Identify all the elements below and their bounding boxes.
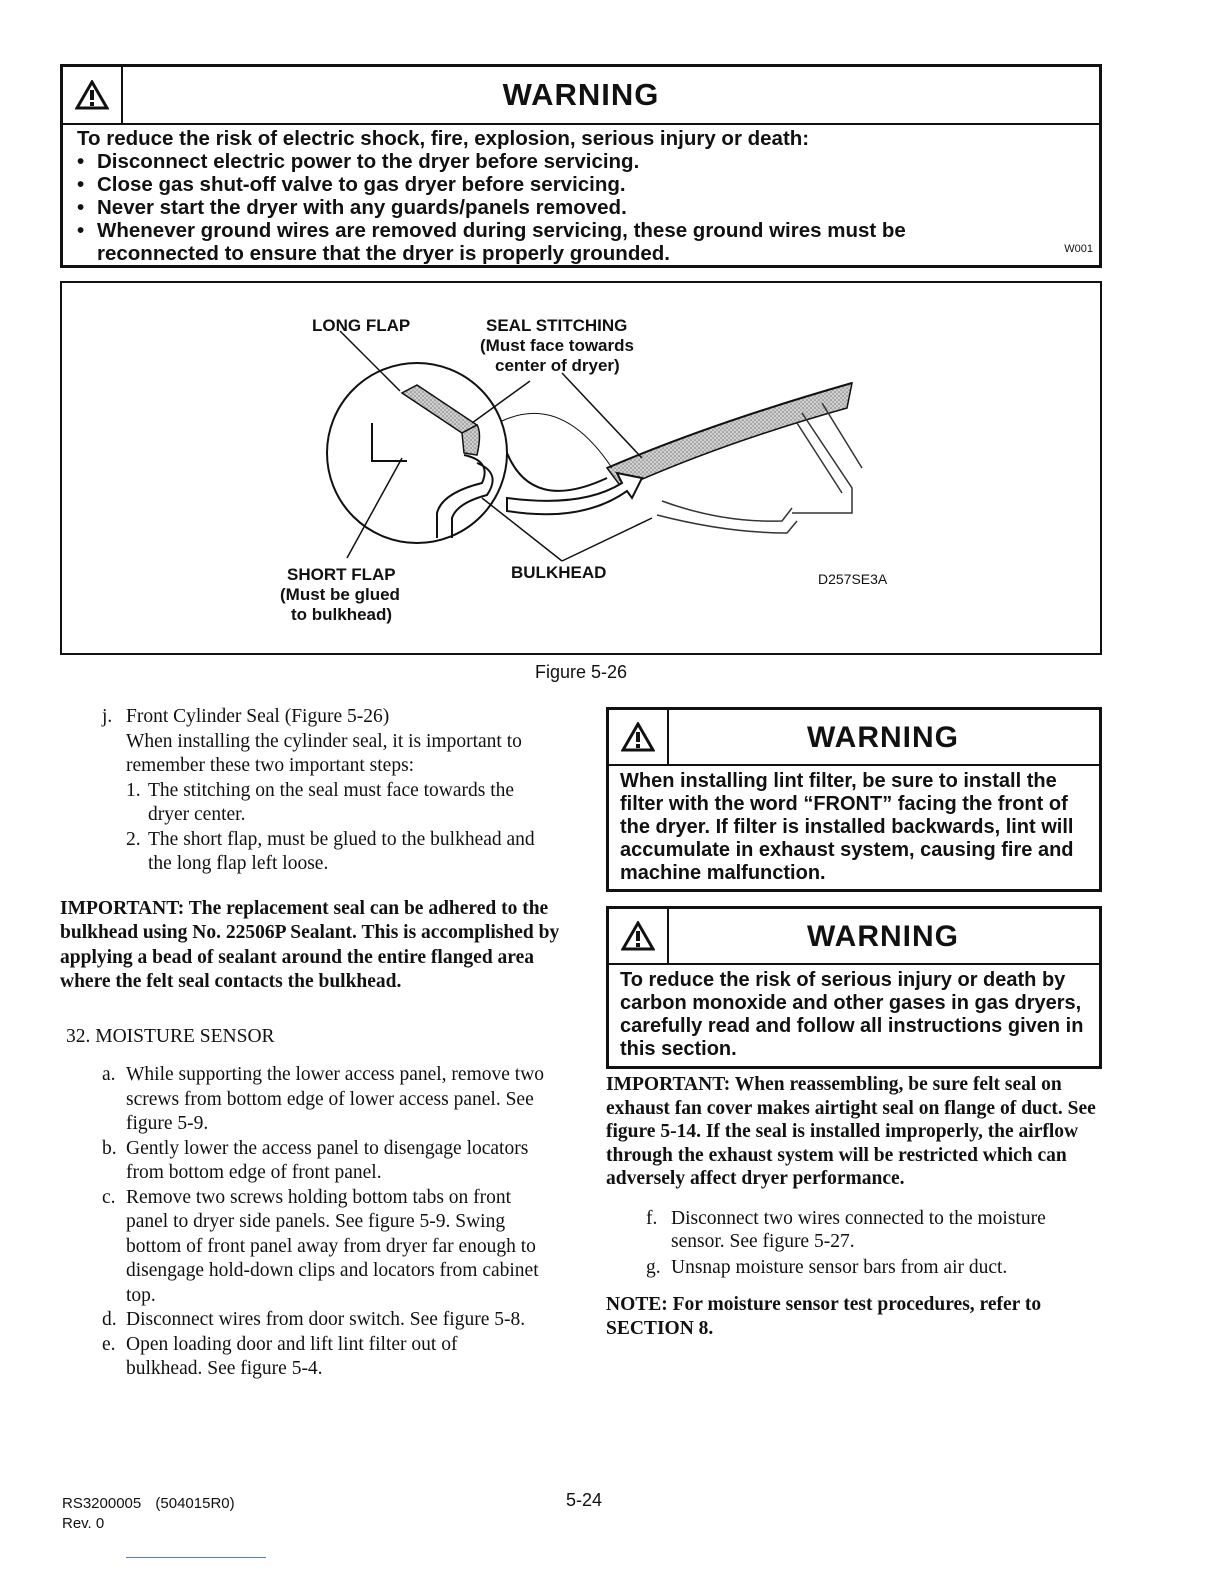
step-text: Open loading door and lift lint filter out of bulkhead. See figure 5-4.	[126, 1333, 458, 1379]
warning-body	[609, 965, 1099, 1061]
substep-mark: 2.	[126, 828, 141, 850]
substep-text: The stitching on the seal must face towards the dryer center.	[148, 779, 515, 825]
label-long-flap: LONG FLAP	[312, 316, 411, 335]
footer-revision: Rev. 0	[62, 1515, 105, 1532]
step-text: Unsnap moisture sensor bars from air duct.	[671, 1256, 1008, 1278]
step-mark: a.	[102, 1064, 116, 1085]
step	[60, 1333, 560, 1382]
warning-code: W001	[1064, 243, 1093, 255]
important-note-reassembly: IMPORTANT: When reassembling, be sure felt seal on exhaust fan cover makes airtight seal on flange of duct. See figure 5-14. If the seal is installed improperly, the airflow through the exhaust system will be restricted which can adversely affect dryer performance.	[606, 1074, 1096, 1189]
warning-header	[609, 909, 1099, 965]
warning-title: WARNING	[502, 77, 660, 112]
right-column	[606, 1073, 1106, 1340]
detail-arrow	[507, 473, 642, 514]
carbon-monoxide-warning-box	[606, 906, 1102, 1069]
warning-bullet: • Disconnect electric power to the dryer before servicing.	[77, 150, 1099, 173]
label-short-flap: SHORT FLAP	[287, 565, 396, 584]
label-short-flap-note-1: (Must be glued	[280, 585, 400, 604]
moisture-sensor-steps	[60, 1063, 560, 1382]
note-moisture-sensor-test: NOTE: For moisture sensor test procedures, refer to SECTION 8.	[606, 1294, 1042, 1339]
step	[60, 1137, 560, 1186]
warning-text: To reduce the risk of serious injury or death by carbon monoxide and other gases in gas dryers, carefully read and follow all instructions given in this section.	[620, 969, 1084, 1060]
label-drawing-id: D257SE3A	[818, 571, 888, 587]
warning-title: WARNING	[807, 920, 959, 953]
warning-triangle-icon	[609, 909, 669, 963]
left-column	[60, 705, 560, 1382]
moisture-sensor-steps-continued	[606, 1207, 1106, 1280]
substep-mark: 1.	[126, 779, 141, 801]
footer-doc-part: (504015R0)	[155, 1495, 235, 1512]
warning-bullet: • Whenever ground wires are removed during servicing, these ground wires must be reconnected to ensure that the dryer is properly grounded.	[77, 219, 1099, 265]
step-text: Disconnect wires from door switch. See figure 5-8.	[126, 1309, 526, 1330]
step-mark: c.	[102, 1186, 116, 1208]
step-mark: f.	[646, 1207, 658, 1229]
step	[606, 1207, 1106, 1254]
step-j	[60, 705, 560, 877]
substep-text: The short flap, must be glued to the bulkhead and the long flap left loose.	[148, 828, 535, 874]
drum-seal-band	[607, 383, 852, 488]
warning-bullet-list	[77, 150, 1099, 265]
step-text: Gently lower the access panel to disengage locators from bottom edge of front panel.	[126, 1137, 529, 1183]
step-text: While supporting the lower access panel, remove two screws from bottom edge of lower access panel. See figure 5-9.	[126, 1064, 545, 1134]
step	[60, 1186, 560, 1309]
step	[60, 1063, 560, 1137]
footer-doc-info	[62, 1494, 235, 1534]
top-warning-box	[60, 64, 1102, 268]
step	[606, 1256, 1106, 1280]
label-bulkhead: BULKHEAD	[511, 563, 607, 582]
footer-divider	[126, 1557, 266, 1558]
warning-triangle-icon	[63, 67, 123, 123]
warning-text: When installing lint filter, be sure to install the filter with the word “FRONT” facing the front of the dryer. If filter is installed backwards, lint will accumulate in exhaust system, causing fire and machine malfunction.	[620, 770, 1074, 884]
step-j-title: Front Cylinder Seal (Figure 5-26)	[126, 706, 390, 727]
step-j-text: When installing the cylinder seal, it is important to remember these two important steps:	[126, 730, 522, 776]
step-mark: g.	[646, 1256, 661, 1278]
footer-doc-number: RS3200005	[62, 1495, 142, 1512]
footer-page-number: 5-24	[566, 1490, 603, 1510]
label-seal-stitching-note-1: (Must face towards	[480, 336, 634, 355]
step-mark: d.	[102, 1309, 117, 1330]
step-mark: j.	[102, 706, 113, 727]
warning-header	[609, 710, 1099, 766]
section-heading-moisture-sensor: 32. MOISTURE SENSOR	[66, 1025, 275, 1047]
warning-bullet: • Close gas shut-off valve to gas dryer before servicing.	[77, 173, 1099, 196]
step	[60, 1308, 560, 1333]
warning-body	[609, 766, 1099, 885]
warning-bullet: • Never start the dryer with any guards/panels removed.	[77, 196, 1099, 219]
step-mark: b.	[102, 1137, 117, 1159]
warning-title: WARNING	[807, 721, 959, 754]
warning-intro: To reduce the risk of electric shock, fire, explosion, serious injury or death:	[77, 127, 810, 150]
figure-caption: Figure 5-26	[534, 662, 628, 682]
figure-5-26	[60, 281, 1102, 655]
important-note-sealant: IMPORTANT: The replacement seal can be adhered to the bulkhead using No. 22506P Sealant. This is accomplished by applying a bead of sealant around the entire flanged area where the felt seal contacts the bulkhead.	[60, 897, 560, 992]
warning-triangle-icon	[609, 710, 669, 764]
warning-header	[63, 67, 1099, 125]
substep	[126, 779, 560, 828]
lint-filter-warning-box	[606, 707, 1102, 892]
label-seal-stitching-note-2: center of dryer)	[495, 356, 620, 375]
substep	[126, 828, 560, 877]
step-text: Remove two screws holding bottom tabs on front panel to dryer side panels. See figure 5-9. Swing bottom of front panel away from dryer far enough to disengage hold-down clips and locators from cabinet top.	[126, 1186, 539, 1306]
label-short-flap-note-2: to bulkhead)	[291, 605, 393, 624]
label-seal-stitching: SEAL STITCHING	[486, 316, 628, 335]
warning-body	[63, 125, 1099, 265]
step-mark: e.	[102, 1333, 116, 1355]
step-text: Disconnect two wires connected to the moisture sensor. See figure 5-27.	[671, 1207, 1046, 1252]
